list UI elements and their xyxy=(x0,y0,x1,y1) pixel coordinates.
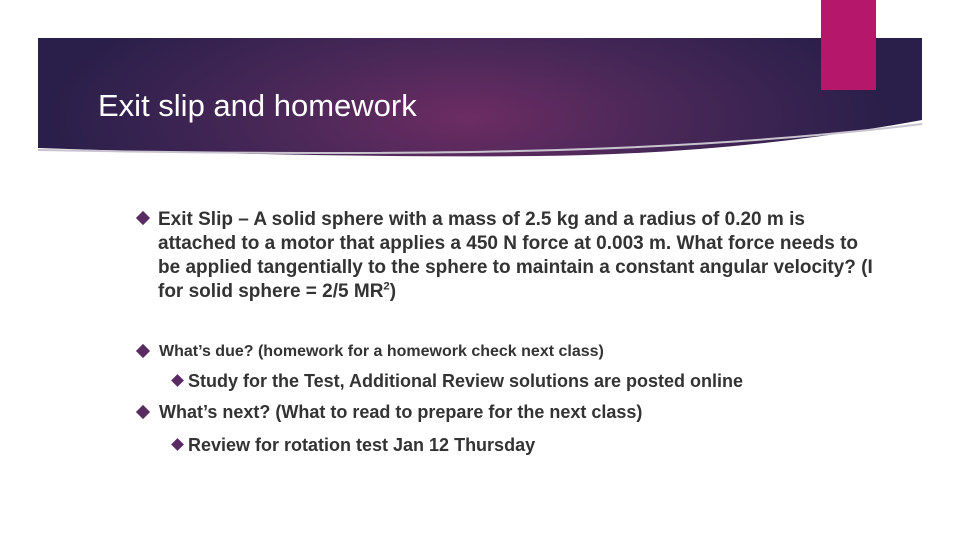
accent-bar xyxy=(821,0,876,90)
diamond-bullet-icon xyxy=(171,438,184,451)
slide-title: Exit slip and homework xyxy=(98,88,417,123)
bullet-exit-slip-text: Exit Slip – A solid sphere with a mass of 2.5 kg and a radius of 0.20 m is attached to a motor that applies a 450 N force at 0.003 m. What force needs to be applied tangentially to the sphere to maintain a constant angular velocity? (I for solid sphere = 2/5 MR xyxy=(158,209,873,302)
diamond-bullet-icon xyxy=(136,405,150,419)
bullet-exit-slip-close: ) xyxy=(389,281,397,302)
bullet-whats-next: What’s next? (What to read to prepare for the next class) xyxy=(159,402,643,422)
diamond-bullet-icon xyxy=(136,211,150,225)
diamond-bullet-icon xyxy=(136,344,150,358)
bullet-whats-due: What’s due? (homework for a homework check next class) xyxy=(159,343,604,360)
bullet-exit-slip-superscript: 2 xyxy=(383,280,390,293)
bullet-review: Review for rotation test Jan 12 Thursday xyxy=(188,435,536,455)
bullet-exit-slip xyxy=(158,208,878,304)
diamond-bullet-icon xyxy=(171,374,184,387)
bullet-study-for-test: Study for the Test, Additional Review solutions are posted online xyxy=(188,371,744,391)
